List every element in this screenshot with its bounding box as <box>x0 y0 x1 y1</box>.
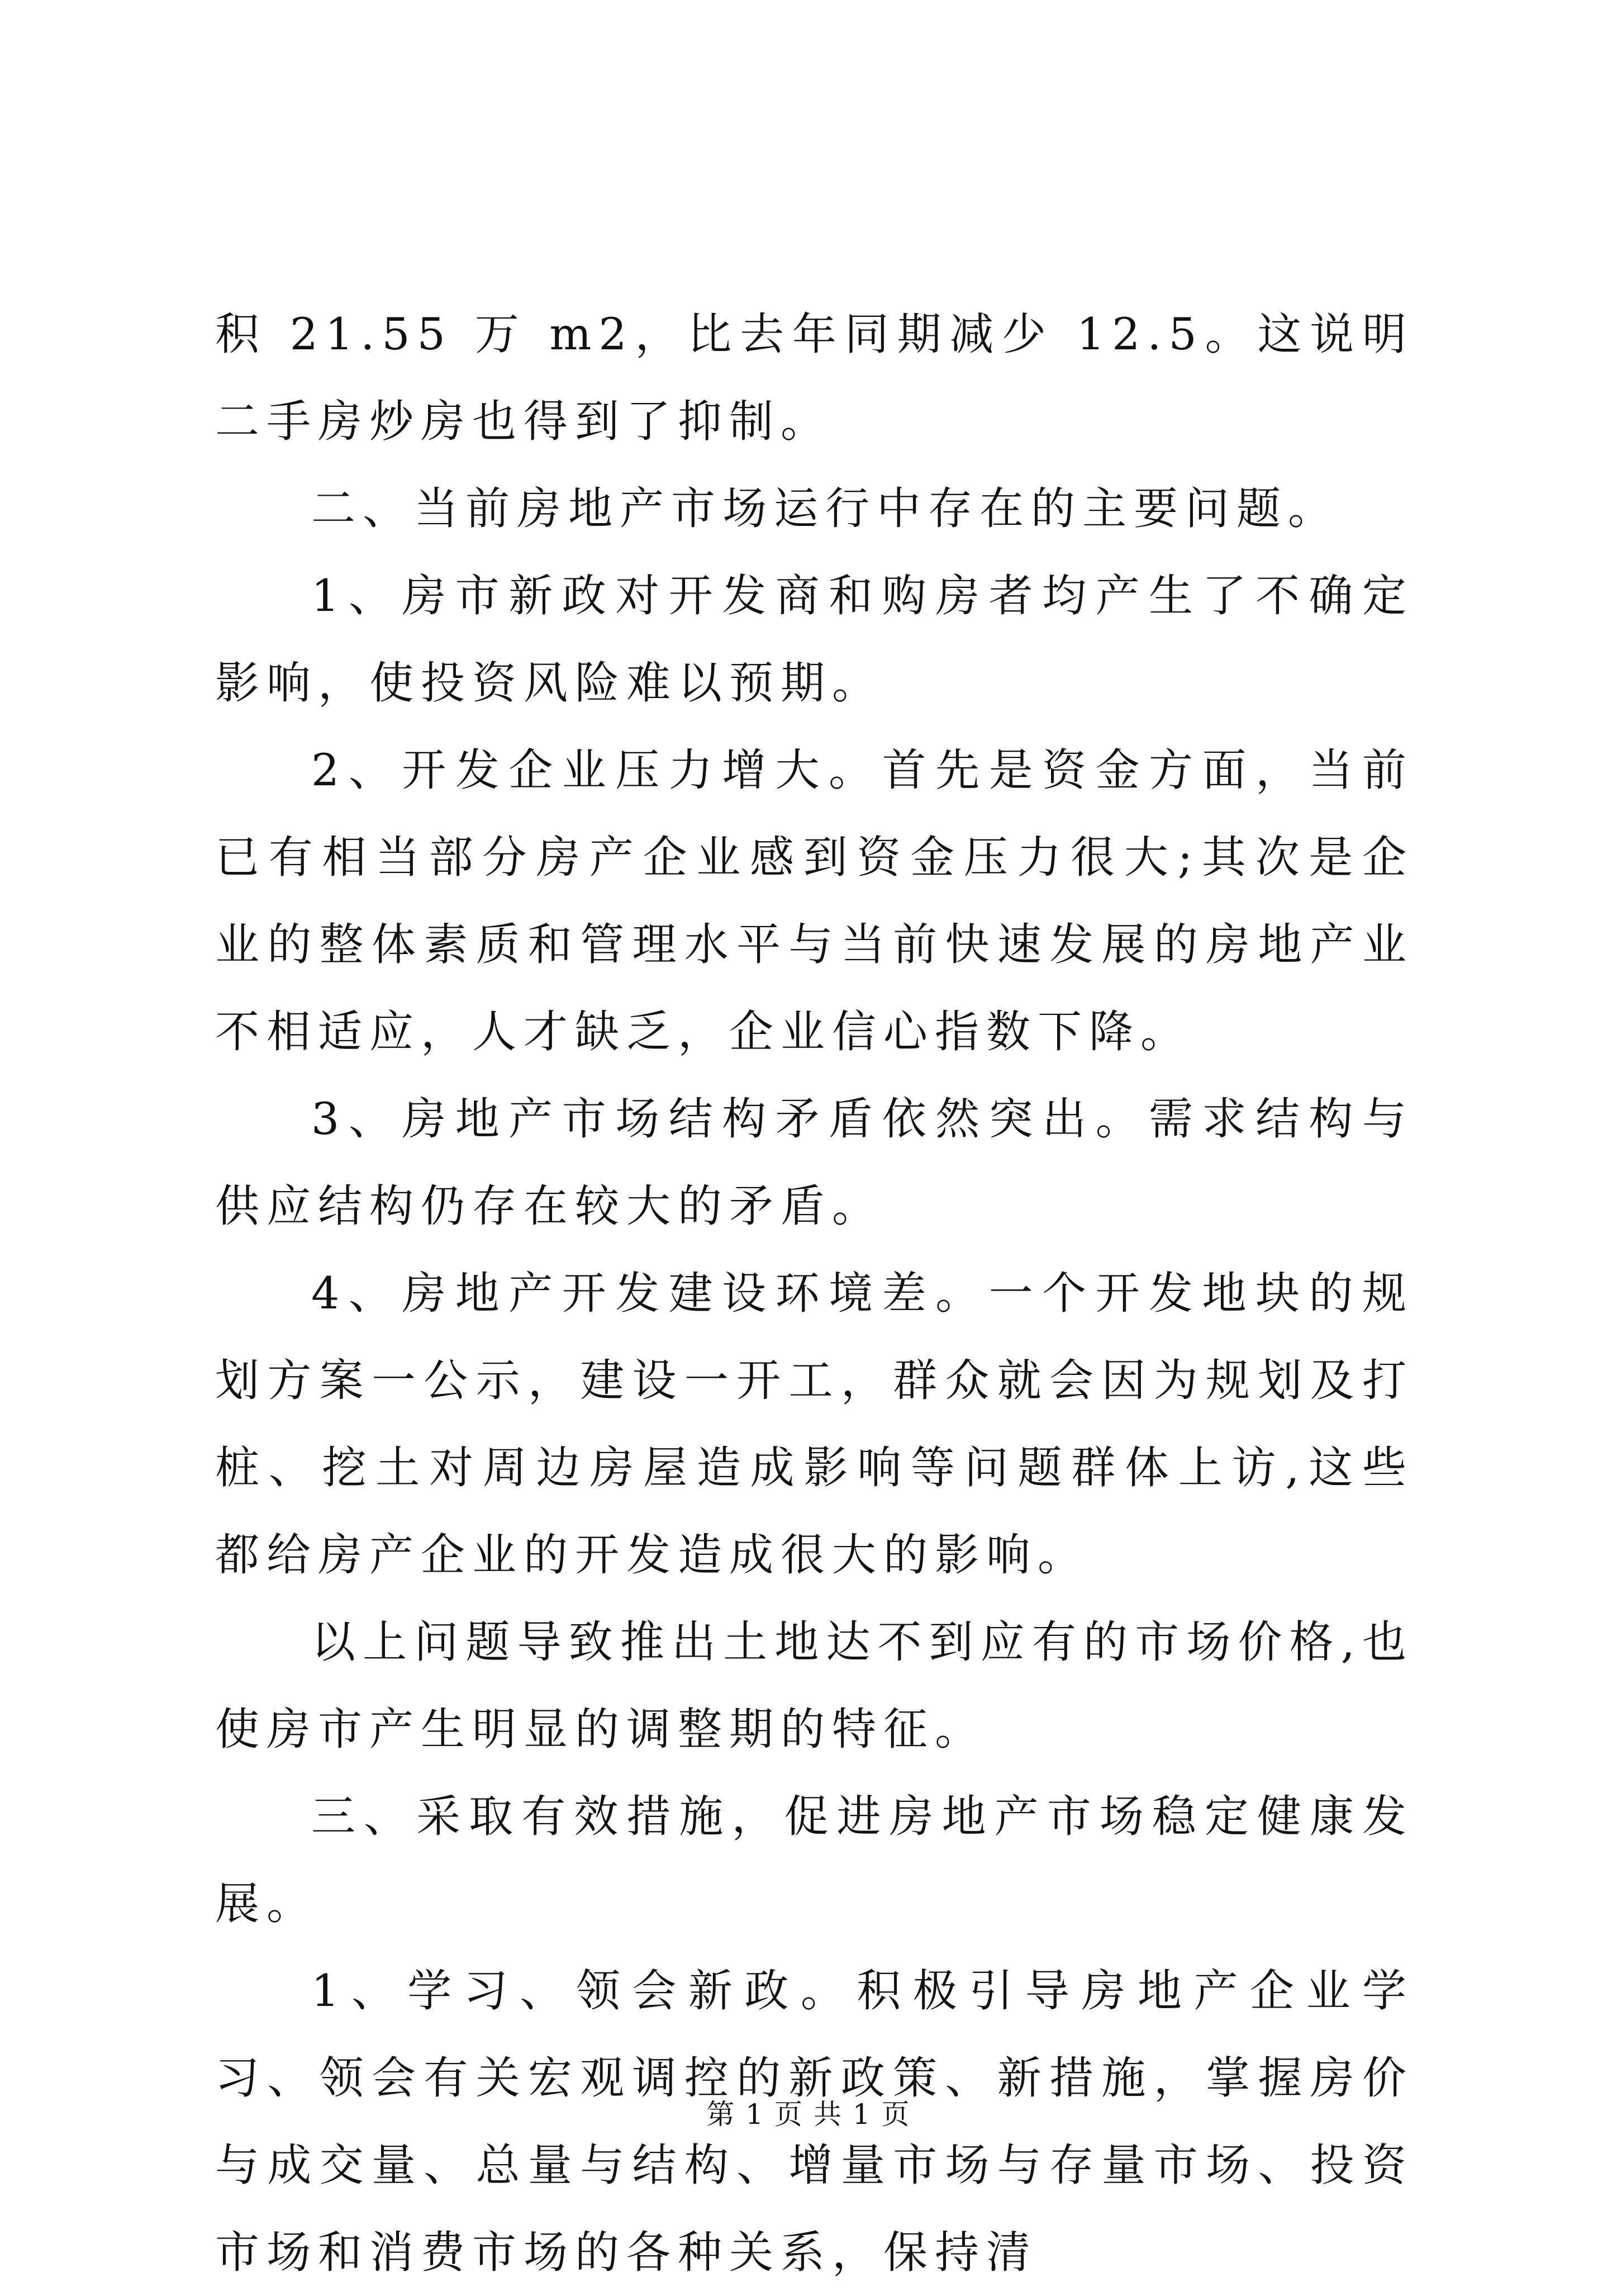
section-heading-problems: 二、当前房地产市场运行中存在的主要问题。 <box>311 483 1339 534</box>
paragraph-problem-1: 1、房市新政对开发商和购房者均产生了不确定影响，使投资风险难以预期。 <box>215 570 1414 709</box>
paragraph-problem-3: 3、房地产市场结构矛盾依然突出。需求结构与供应结构仍存在较大的矛盾。 <box>215 1093 1414 1232</box>
section-heading-measures: 三、采取有效措施，促进房地产市场稳定健康发展。 <box>215 1791 1414 1929</box>
paragraph-problem-4: 4、房地产开发建设环境差。一个开发地块的规划方案一公示，建设一开工，群众就会因为规划及打桩、挖土对周边房屋造成影响等问题群体上访,这些都给房产企业的开发造成很大的影响。 <box>215 1268 1414 1581</box>
paragraph-problem-2: 2、开发企业压力增大。首先是资金方面，当前已有相当部分房产企业感到资金压力很大;其次是企业的整体素质和管理水平与当前快速发展的房地产业不相适应，人才缺乏，企业信心指数下降。 <box>215 744 1414 1057</box>
paragraph-summary: 以上问题导致推出土地达不到应有的市场价格,也使房市产生明显的调整期的特征。 <box>215 1616 1414 1755</box>
paragraph-measure-1: 1、学习、领会新政。积极引导房地产企业学习、领会有关宏观调控的新政策、新措施，掌握房价与成交量、总量与结构、增量市场与存量市场、投资市场和消费市场的各种关系，保持清 <box>215 1965 1414 2278</box>
page-footer: 第 1 页 共 1 页 <box>706 2098 911 2131</box>
document-body <box>215 291 1414 2296</box>
paragraph-continuation: 积 21.55 万 m2，比去年同期减少 12.5。这说明二手房炒房也得到了抑制。 <box>215 309 1414 447</box>
